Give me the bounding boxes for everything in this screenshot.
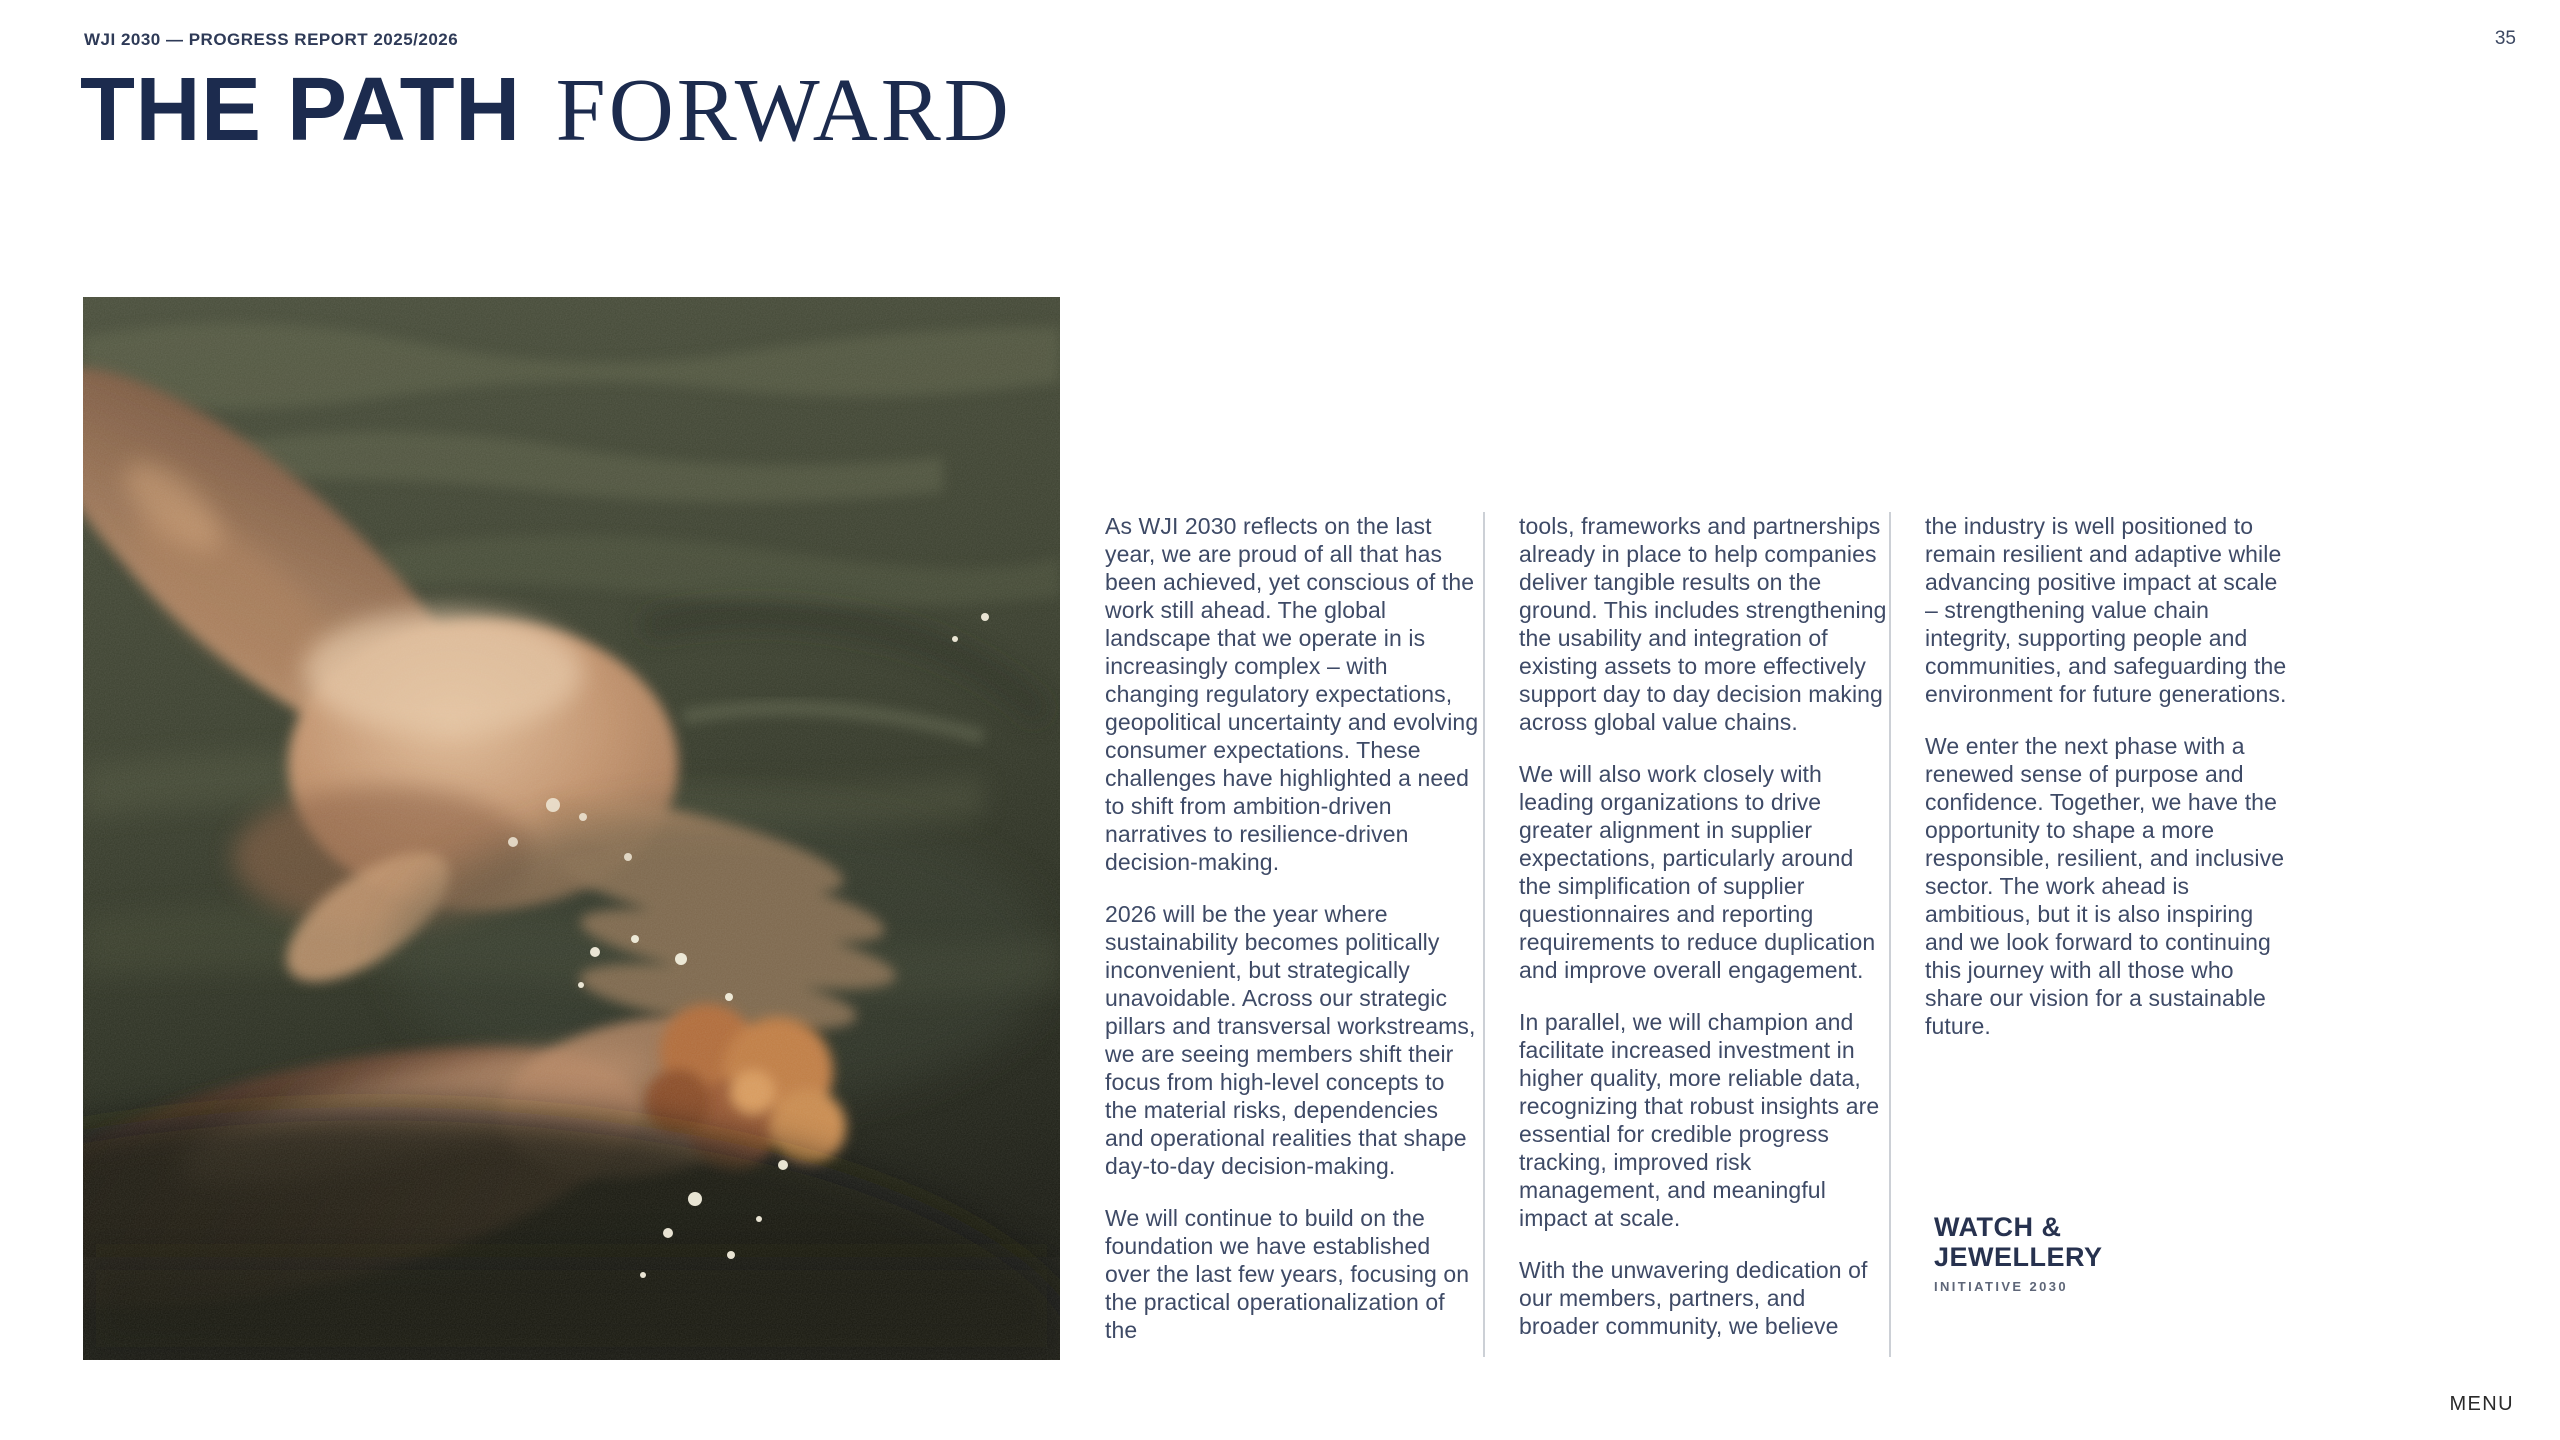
body-paragraph: tools, frameworks and partnerships already in place to help companies deliver tangible results on the ground. This includes strengthening the usability and integration of existing assets to more effectively support day to day decision making across global value chains.: [1519, 513, 1887, 735]
text-column-2: [1483, 512, 1889, 1357]
logo-line-2: JEWELLERY: [1934, 1242, 2103, 1272]
report-label: WJI 2030 — PROGRESS REPORT 2025/2026: [84, 30, 459, 49]
body-paragraph: In parallel, we will champion and facilitate increased investment in higher quality, more reliable data, recognizing that robust insights are essential for credible progress tracking, improved risk management, and meaningful impact at scale.: [1519, 1009, 1880, 1231]
page-number: 35: [2494, 28, 2516, 49]
body-paragraph: the industry is well positioned to remain resilient and adaptive while advancing positive impact at scale – strengthening value chain integrity, supporting people and communities, and safeguarding the environment for future generations.: [1925, 513, 2287, 707]
text-column-1: [1105, 512, 1483, 1357]
menu-button[interactable]: MENU: [2444, 1392, 2521, 1417]
logo-subtitle: INITIATIVE 2030: [1934, 1279, 2069, 1294]
page-title: [80, 62, 1012, 159]
body-paragraph: As WJI 2030 reflects on the last year, we are proud of all that has been achieved, yet conscious of the work still ahead. The global landscape that we operate in is increasingly complex – with changing regulatory expectations, geopolitical uncertainty and evolving consumer expectations. These challenges have highlighted a need to shift from ambition-driven narratives to resilience-driven decision-making.: [1105, 513, 1479, 875]
body-text-columns: [1105, 512, 2295, 1357]
body-paragraph: With the unwavering dedication of our members, partners, and broader community, we believe: [1519, 1257, 1868, 1339]
page-title-bold: THE PATH: [80, 60, 521, 160]
hands-in-water-photo: [83, 297, 1060, 1360]
page-title-serif: FORWARD: [555, 61, 1012, 160]
body-paragraph: 2026 will be the year where sustainability becomes politically inconvenient, but strategically unavoidable. Across our strategic pillars and transversal workstreams, we are seeing members shift their focus from high-level concepts to the material risks, dependencies and operational realities that shape day-to-day decision-making.: [1105, 901, 1476, 1179]
logo-line-1: WATCH &: [1934, 1212, 2062, 1242]
wji-2030-logo: [1934, 1212, 2103, 1294]
body-paragraph: We will continue to build on the foundation we have established over the last few years, focusing on the practical operationalization of the: [1105, 1205, 1470, 1343]
body-paragraph: We enter the next phase with a renewed sense of purpose and confidence. Together, we have the opportunity to shape a more responsible, resilient, and inclusive sector. The work ahead is ambitious, but it is also inspiring and we look forward to continuing this journey with all those who share our vision for a sustainable future.: [1925, 733, 2285, 1039]
body-paragraph: We will also work closely with leading organizations to drive greater alignment in supplier expectations, particularly around the simplification of supplier questionnaires and reporting requirements to reduce duplication and improve overall engagement.: [1519, 761, 1876, 983]
